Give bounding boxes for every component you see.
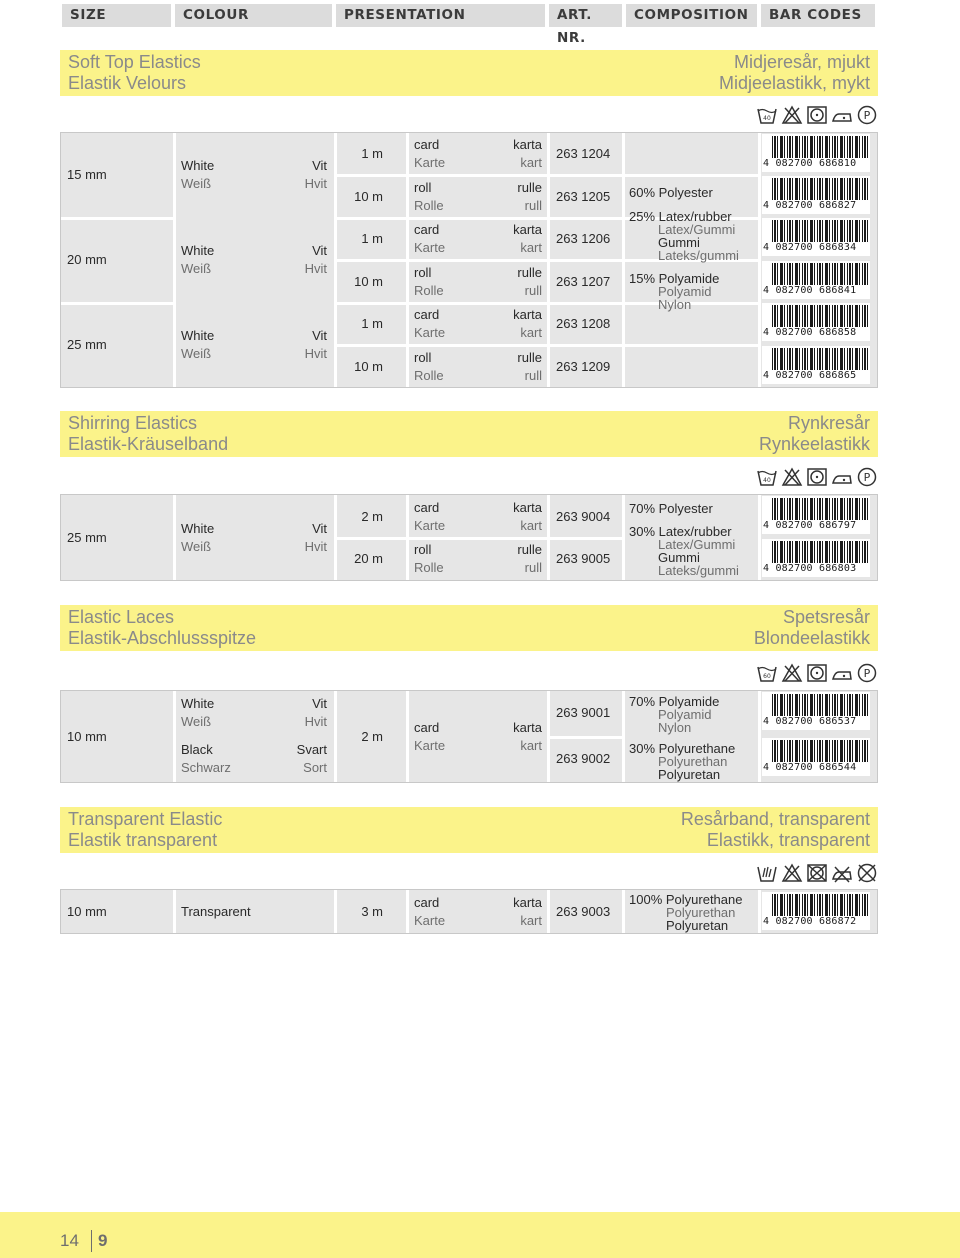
length-cell: 1 m: [361, 316, 383, 331]
tumble-dry-icon: [806, 466, 828, 488]
length-cell: 10 m: [354, 359, 383, 374]
product-table-soft-top: 15 mm 20 mm 25 mm White Vit Weiß Hvit White Vit Weiß Hvit White Vit Weiß Hvit 1 m 10 m 1 m 10 m 1 m 10 m card karta Karte kart roll rulle Rolle rull card karta Karte kart roll rulle Rolle rull card karta Karte kart roll rulle Rolle rull 263 1204 263 1205 263 1206 263 1207 263 1208 263 1209 60% Polyester 25% Latex/rubber Latex/Gummi Gummi Lateks/gummi 15% Polyamide Polyamid Nylon: [60, 132, 878, 388]
care-symbols: [756, 662, 878, 684]
size-cell: 15 mm: [67, 167, 107, 182]
svg-text:40: 40: [763, 477, 771, 484]
no-bleach-icon: [781, 862, 803, 884]
length-cell: 10 m: [354, 189, 383, 204]
size-cell: 10 mm: [67, 729, 107, 744]
header-presentation: PRESENTATION: [336, 4, 548, 27]
page-divider: [91, 1230, 92, 1252]
page-number-left: 14: [60, 1231, 79, 1250]
title-right: Resårband, transparent Elastikk, transparent: [680, 809, 870, 850]
barcode: 4 082700 686872: [762, 892, 870, 930]
no-dry-clean-icon: [856, 862, 878, 884]
length-cell: 2 m: [361, 729, 383, 744]
dry-clean-p-icon: [856, 662, 878, 684]
no-iron-icon: [831, 862, 853, 884]
barcode: 4 082700 686803: [762, 539, 870, 577]
section-title-transparent: [60, 807, 878, 853]
svg-text:P: P: [863, 471, 871, 484]
page-footer: [0, 1212, 960, 1258]
length-cell: 3 m: [361, 904, 383, 919]
art-nr-cell: 263 1206: [556, 231, 611, 246]
title-left: Soft Top Elastics Elastik Velours: [68, 52, 201, 93]
tumble-dry-icon: [806, 104, 828, 126]
header-colour: COLOUR: [175, 4, 335, 27]
header-size: SIZE: [62, 4, 174, 27]
header-bar-codes: BAR CODES: [761, 4, 878, 27]
header-composition: COMPOSITION: [626, 4, 760, 27]
art-nr-cell: 263 9005: [556, 551, 611, 566]
colour-cell: Transparent: [181, 904, 251, 919]
barcode: 4 082700 686834: [762, 218, 870, 256]
art-nr-cell: 263 9001: [556, 705, 611, 720]
product-table-transparent: 10 mm Transparent 3 m card karta Karte kart 263 9003 100% Polyurethane Polyurethan Polyuretan: [60, 889, 878, 934]
wash-40-icon: [756, 466, 778, 488]
product-table-shirring: 25 mm White Vit Weiß Hvit 2 m 20 m card karta Karte kart roll rulle Rolle rull 263 9004 263 9005 70% Polyester 30% Latex/rubber Latex/Gummi Gummi Lateks/gummi: [60, 494, 878, 581]
barcode: 4 082700 686827: [762, 176, 870, 214]
svg-text:60: 60: [763, 673, 771, 680]
art-nr-cell: 263 9004: [556, 509, 611, 524]
no-bleach-icon: [781, 662, 803, 684]
tumble-dry-icon: [806, 662, 828, 684]
no-tumble-dry-icon: [806, 862, 828, 884]
art-nr-cell: 263 9002: [556, 751, 611, 766]
art-nr-cell: 263 1208: [556, 316, 611, 331]
wash-60-icon: [756, 662, 778, 684]
svg-text:P: P: [863, 667, 871, 680]
barcode: 4 082700 686858: [762, 303, 870, 341]
size-cell: 25 mm: [67, 530, 107, 545]
art-nr-cell: 263 9003: [556, 904, 611, 919]
section-title-soft-top: [60, 50, 878, 96]
art-nr-cell: 263 1209: [556, 359, 611, 374]
length-cell: 1 m: [361, 231, 383, 246]
svg-text:40: 40: [763, 115, 771, 122]
wash-40-icon: [756, 104, 778, 126]
size-cell: 10 mm: [67, 904, 107, 919]
size-cell: 20 mm: [67, 252, 107, 267]
title-left: Shirring Elastics Elastik-Kräuselband: [68, 413, 229, 454]
dry-clean-p-icon: [856, 466, 878, 488]
care-symbols: [756, 466, 878, 488]
length-cell: 20 m: [354, 551, 383, 566]
barcode: 4 082700 686544: [762, 738, 870, 776]
iron-low-icon: [831, 662, 853, 684]
length-cell: 2 m: [361, 509, 383, 524]
no-bleach-icon: [781, 104, 803, 126]
art-nr-cell: 263 1204: [556, 146, 611, 161]
dry-clean-p-icon: [856, 104, 878, 126]
page-number-right: 9: [98, 1231, 108, 1250]
section-title-shirring: [60, 411, 878, 457]
iron-low-icon: [831, 104, 853, 126]
section-title-elastic-laces: [60, 605, 878, 651]
iron-low-icon: [831, 466, 853, 488]
no-bleach-icon: [781, 466, 803, 488]
title-right: Midjeresår, mjukt Midjeelastikk, mykt: [718, 52, 870, 93]
length-cell: 10 m: [354, 274, 383, 289]
barcode: 4 082700 686537: [762, 692, 870, 730]
size-cell: 25 mm: [67, 337, 107, 352]
art-nr-cell: 263 1205: [556, 189, 611, 204]
header-art-nr: ART. NR.: [549, 4, 625, 27]
barcode: 4 082700 686810: [762, 134, 870, 172]
title-right: Rynkresår Rynkeelastikk: [758, 413, 870, 454]
barcode: 4 082700 686865: [762, 346, 870, 384]
care-symbols: [756, 862, 878, 884]
title-left: Transparent Elastic Elastik transparent: [68, 809, 223, 850]
barcode: 4 082700 686841: [762, 261, 870, 299]
barcode: 4 082700 686797: [762, 496, 870, 534]
care-symbols: [756, 104, 878, 126]
length-cell: 1 m: [361, 146, 383, 161]
title-right: Spetsresår Blondeelastikk: [753, 607, 870, 648]
hand-wash-icon: [756, 862, 778, 884]
product-table-elastic-laces: 10 mm White Vit Weiß Hvit Black Svart Schwarz Sort 2 m card karta Karte kart 263 9001 263 9002 70% Polyamide Polyamid Nylon 30% Polyurethane Polyurethan Polyuretan: [60, 690, 878, 783]
svg-text:P: P: [863, 109, 871, 122]
title-left: Elastic Laces Elastik-Abschlussspitze: [68, 607, 257, 648]
art-nr-cell: 263 1207: [556, 274, 611, 289]
